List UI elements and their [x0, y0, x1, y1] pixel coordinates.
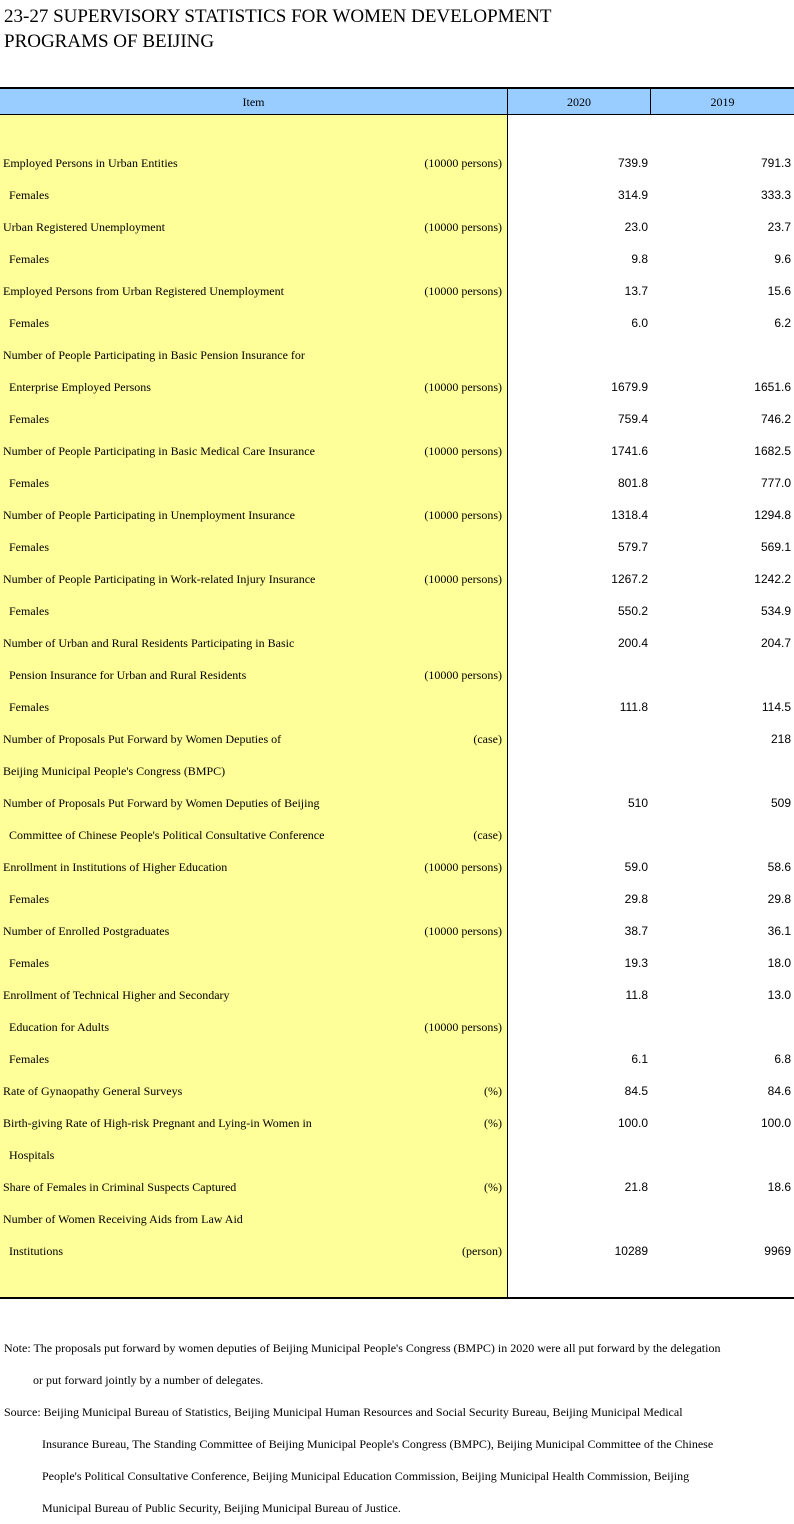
- page-title: [4, 4, 551, 54]
- row-label: Females: [9, 1052, 49, 1066]
- value-2020: 1679.9: [611, 380, 648, 394]
- table-row: [0, 595, 794, 627]
- header-2019: 2019: [710, 95, 735, 109]
- note-line: or put forward jointly by a number of delegates.: [33, 1373, 264, 1387]
- value-2020: 13.7: [624, 284, 648, 298]
- table-row: [0, 883, 794, 915]
- row-unit: (10000 persons): [424, 572, 502, 586]
- table-row: [0, 755, 794, 787]
- value-2019: 13.0: [767, 988, 791, 1002]
- value-2019: 777.0: [760, 476, 791, 490]
- row-label: Enrollment in Institutions of Higher Education: [3, 860, 228, 874]
- value-2019: 746.2: [760, 412, 791, 426]
- row-label: Institutions: [9, 1244, 64, 1258]
- row-label: Number of Women Receiving Aids from Law Aid: [3, 1212, 243, 1226]
- value-2020: 579.7: [617, 540, 648, 554]
- row-label: Number of People Participating in Basic Medical Care Insurance: [3, 444, 315, 458]
- row-unit: (case): [473, 732, 502, 746]
- row-label: Number of People Participating in Work-related Injury Insurance: [3, 572, 316, 586]
- value-2019: 1651.6: [754, 380, 791, 394]
- row-label: Number of Urban and Rural Residents Participating in Basic: [3, 636, 295, 650]
- table-row: [0, 851, 794, 883]
- table-row: [0, 1075, 794, 1107]
- value-2019: 6.8: [774, 1052, 791, 1066]
- row-label: Females: [9, 604, 49, 618]
- table-row: [0, 339, 794, 371]
- row-unit: (%): [484, 1180, 502, 1194]
- row-unit: (10000 persons): [424, 444, 502, 458]
- source-line: Insurance Bureau, The Standing Committee of Beijing Municipal People's Congress (BMPC), Beijing Municipal Committee of the Chinese: [42, 1437, 714, 1451]
- row-unit: (10000 persons): [424, 380, 502, 394]
- value-2020: 314.9: [617, 188, 648, 202]
- value-2019: 15.6: [767, 284, 791, 298]
- table-row: [0, 627, 794, 659]
- row-label: Education for Adults: [9, 1020, 109, 1034]
- title-line-2: PROGRAMS OF BEIJING: [4, 31, 215, 52]
- table-row: [0, 403, 794, 435]
- table-row: [0, 1107, 794, 1139]
- table-row: [0, 1171, 794, 1203]
- row-label: Females: [9, 316, 49, 330]
- row-label: Beijing Municipal People's Congress (BMPC): [3, 764, 226, 778]
- table-row: [0, 435, 794, 467]
- row-unit: (case): [473, 828, 502, 842]
- value-2020: 1318.4: [611, 508, 648, 522]
- row-label: Employed Persons from Urban Registered Unemployment: [3, 284, 284, 298]
- row-label: Number of People Participating in Unemployment Insurance: [3, 508, 295, 522]
- row-unit: (10000 persons): [424, 1020, 502, 1034]
- row-label: Number of People Participating in Basic Pension Insurance for: [3, 348, 305, 362]
- row-unit: (10000 persons): [424, 284, 502, 298]
- table-row: [0, 467, 794, 499]
- table-row: [0, 243, 794, 275]
- table-row: [0, 787, 794, 819]
- table-row: [0, 947, 794, 979]
- table-bottom-rule: [0, 1297, 794, 1299]
- value-2019: 204.7: [760, 636, 791, 650]
- row-label: Females: [9, 700, 49, 714]
- value-2019: 1294.8: [754, 508, 791, 522]
- row-label: Birth-giving Rate of High-risk Pregnant and Lying-in Women in: [3, 1116, 312, 1130]
- value-2019: 333.3: [760, 188, 791, 202]
- value-2019: 218: [770, 732, 791, 746]
- row-unit: (person): [462, 1244, 502, 1258]
- row-label: Employed Persons in Urban Entities: [3, 156, 178, 170]
- table-row: [0, 275, 794, 307]
- row-label: Females: [9, 540, 49, 554]
- value-2020: 38.7: [624, 924, 648, 938]
- source-line: Source: Beijing Municipal Bureau of Statistics, Beijing Municipal Human Resources and Social Security Bureau, Beijing Municipal Medical: [4, 1405, 683, 1419]
- row-label: Females: [9, 892, 49, 906]
- table-row: [0, 1139, 794, 1171]
- table-header: [0, 87, 794, 115]
- row-label: Rate of Gynaopathy General Surveys: [3, 1084, 183, 1098]
- value-2019: 114.5: [761, 700, 791, 714]
- value-2020: 19.3: [624, 956, 648, 970]
- value-2019: 23.7: [767, 220, 791, 234]
- value-2020: 10289: [614, 1244, 648, 1258]
- value-2020: 200.4: [617, 636, 648, 650]
- table-row: [0, 307, 794, 339]
- value-2019: 9969: [764, 1244, 791, 1258]
- table-row: [0, 723, 794, 755]
- table-row: [0, 563, 794, 595]
- row-label: Hospitals: [9, 1148, 55, 1162]
- row-label: Enrollment of Technical Higher and Secondary: [3, 988, 230, 1002]
- value-2020: 1267.2: [611, 572, 648, 586]
- value-2019: 84.6: [767, 1084, 791, 1098]
- title-line-1: 23-27 SUPERVISORY STATISTICS FOR WOMEN DEVELOPMENT: [4, 6, 552, 27]
- value-2020: 739.9: [617, 156, 648, 170]
- source-line: Municipal Bureau of Public Security, Beijing Municipal Bureau of Justice.: [42, 1501, 401, 1515]
- value-2019: 58.6: [767, 860, 791, 874]
- value-2019: 509: [770, 796, 791, 810]
- table-row: [0, 179, 794, 211]
- value-2019: 18.6: [767, 1180, 791, 1194]
- table-row: [0, 371, 794, 403]
- row-unit: (10000 persons): [424, 860, 502, 874]
- value-2020: 9.8: [631, 252, 648, 266]
- value-2020: 510: [627, 796, 648, 810]
- row-label: Committee of Chinese People's Political Consultative Conference: [9, 828, 325, 842]
- value-2020: 801.8: [617, 476, 648, 490]
- value-2020: 6.0: [631, 316, 648, 330]
- value-2019: 1242.2: [754, 572, 791, 586]
- value-2020: 550.2: [617, 604, 648, 618]
- row-label: Pension Insurance for Urban and Rural Residents: [9, 668, 247, 682]
- table-row: [0, 531, 794, 563]
- header-2020: 2020: [567, 95, 591, 109]
- table-row: [0, 979, 794, 1011]
- statistics-table: [0, 87, 794, 1299]
- value-2020: 84.5: [624, 1084, 648, 1098]
- value-2019: 1682.5: [754, 444, 791, 458]
- row-unit: (10000 persons): [424, 156, 502, 170]
- value-2020: 11.8: [625, 988, 648, 1002]
- source-line: People's Political Consultative Conference, Beijing Municipal Education Commission, Beijing Municipal Health Commission, Beijing: [42, 1469, 690, 1483]
- row-unit: (10000 persons): [424, 220, 502, 234]
- row-label: Enterprise Employed Persons: [9, 380, 151, 394]
- row-label: Share of Females in Criminal Suspects Captured: [3, 1180, 237, 1194]
- row-label: Females: [9, 956, 49, 970]
- table-row: [0, 499, 794, 531]
- header-item: Item: [242, 95, 265, 109]
- value-2020: 29.8: [624, 892, 648, 906]
- value-2019: 569.1: [760, 540, 791, 554]
- row-label: Number of Proposals Put Forward by Women Deputies of: [3, 732, 282, 746]
- row-label: Urban Registered Unemployment: [3, 220, 165, 234]
- value-2020: 759.4: [617, 412, 648, 426]
- value-2020: 6.1: [631, 1052, 648, 1066]
- row-label: Females: [9, 412, 49, 426]
- value-2020: 100.0: [617, 1116, 648, 1130]
- value-2019: 18.0: [767, 956, 791, 970]
- table-row: [0, 659, 794, 691]
- value-2020: 23.0: [624, 220, 648, 234]
- table-row: [0, 1235, 794, 1267]
- value-2020: 111.8: [619, 700, 648, 714]
- row-label: Number of Enrolled Postgraduates: [3, 924, 170, 938]
- value-2019: 29.8: [767, 892, 791, 906]
- row-label: Females: [9, 252, 49, 266]
- value-2019: 6.2: [774, 316, 791, 330]
- table-row: [0, 147, 794, 179]
- value-2019: 9.6: [774, 252, 791, 266]
- table-row: [0, 819, 794, 851]
- row-label: Females: [9, 188, 49, 202]
- row-unit: (10000 persons): [424, 508, 502, 522]
- value-2019: 791.3: [760, 156, 791, 170]
- value-2019: 36.1: [767, 924, 791, 938]
- table-row: [0, 211, 794, 243]
- table-row: [0, 1043, 794, 1075]
- value-2019: 534.9: [760, 604, 791, 618]
- row-label: Females: [9, 476, 49, 490]
- row-unit: (%): [484, 1084, 502, 1098]
- value-2020: 59.0: [624, 860, 648, 874]
- table-row: [0, 1011, 794, 1043]
- row-unit: (%): [484, 1116, 502, 1130]
- row-label: Number of Proposals Put Forward by Women Deputies of Beijing: [3, 796, 320, 810]
- value-2019: 100.0: [760, 1116, 791, 1130]
- table-row: [0, 691, 794, 723]
- table-row: [0, 915, 794, 947]
- note-line: Note: The proposals put forward by women deputies of Beijing Municipal People's Congress (BMPC) in 2020 were all put forward by the delegation: [4, 1341, 721, 1355]
- value-2020: 21.8: [624, 1180, 648, 1194]
- row-unit: (10000 persons): [424, 668, 502, 682]
- row-unit: (10000 persons): [424, 924, 502, 938]
- table-row: [0, 1203, 794, 1235]
- value-2020: 1741.6: [611, 444, 648, 458]
